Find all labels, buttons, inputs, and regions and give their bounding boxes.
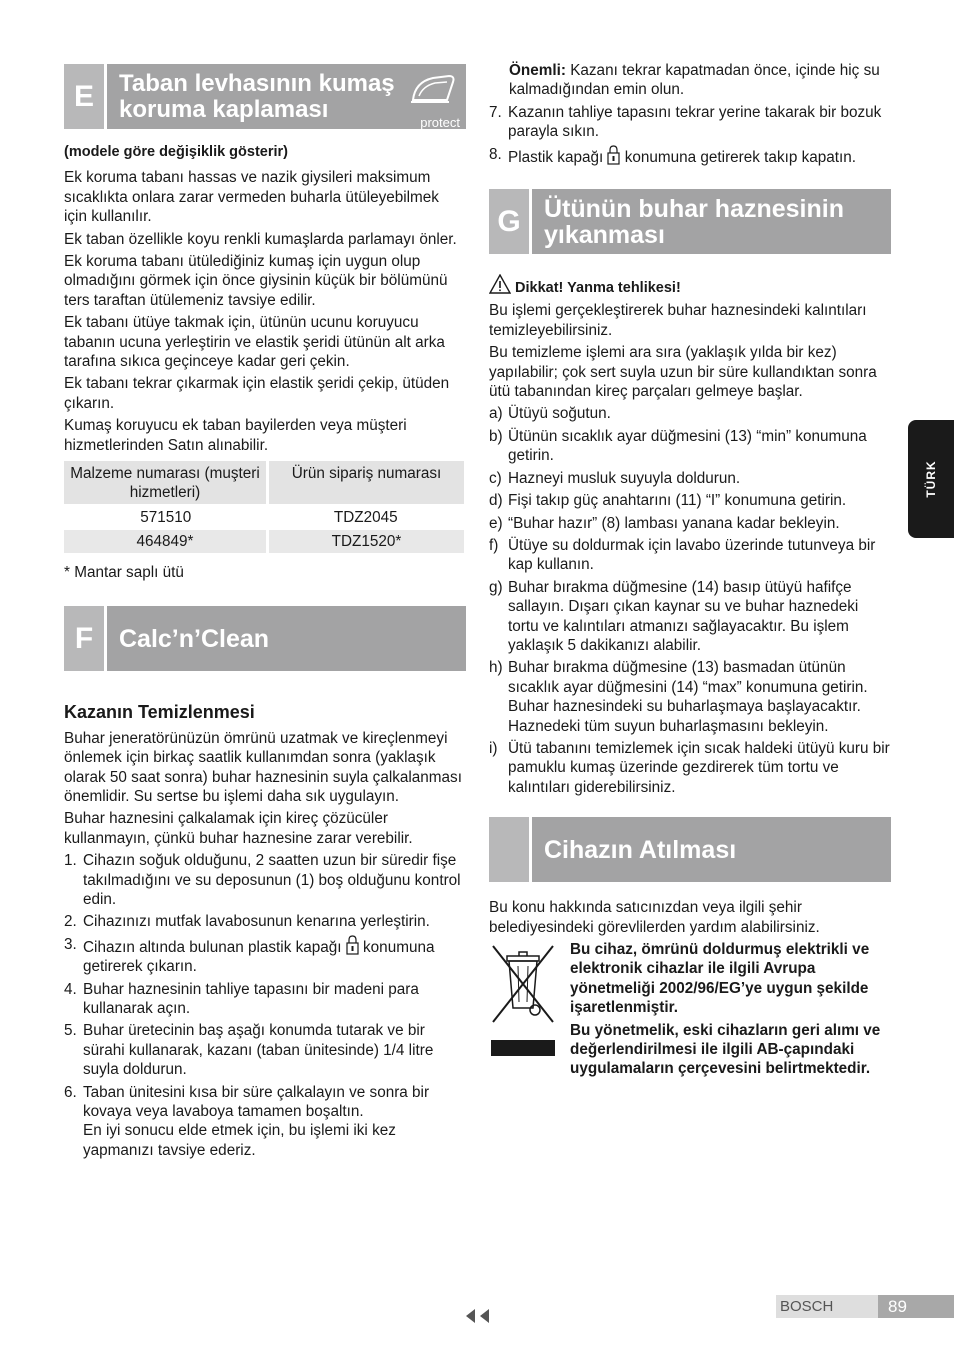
list-item: i) Ütü tabanını temizlemek için sıcak haldeki ütüyü kuru bir pamuklu kumaş üzerinde gezdirerek tüm tortu ve kalıntıları giderebilirsiniz. [489, 739, 890, 796]
section-e-paragraph: Kumaş koruyucu ek taban bayilerden veya müşteri hizmetlerinden Satın alınabilir. [64, 417, 407, 454]
section-disposal-letter-box [489, 817, 532, 882]
list-item: h) Buhar bırakma düğmesine (13) basmadan ütünün sıcaklık ayar düğmesini (14) “max” konumuna getirin. Buhar haznesindeki su buharlaşmaya başlayacaktır. Haznedeki tüm suyun buharlaşmasını bekleyin. [489, 659, 868, 735]
rinse-steps [489, 404, 891, 797]
protect-iron-icon [405, 70, 460, 131]
table-cell: TDZ1520* [268, 530, 465, 553]
section-e-paragraph: Ek taban özellikle koyu renkli kumaşlarda parlamayı önler. [64, 230, 457, 248]
disposal-bold-text: Bu cihaz, ömrünü doldurmuş elektrikli ve elektronik cihazlar ile ilgili Avrupa yönetmeliği 2002/96/EG’ye uygun şekilde işaretlenmiştir. [570, 941, 870, 1017]
protect-label: protect [420, 115, 460, 131]
weee-bin-icon [489, 942, 557, 1058]
section-f-paragraph: Buhar jeneratörünüzün ömrünü uzatmak ve kireçlenmeyi önlemek için birkaç saatlik kullanımdan sonra (yaklaşık olarak 50 saat sonra) buhar haznesinin suyla çalkalanması önemlidir. Su sertse bu işlemi daha sık uygulayın. [64, 729, 462, 805]
list-item: d) Fişi takıp güç anahtarını (11) “I” konumuna getirin. [489, 492, 847, 510]
section-e-title: Taban levhasının kumaş koruma kaplaması [119, 69, 395, 123]
section-e-paragraph: Ek tabanı ütüye takmak için, ütünün ucunu koruyucu tabanın ucuna yerleştirin ve elastik şeridi ütünün alt arka tarafına sıkıca geçinceye kadar geri çekin. [64, 314, 445, 371]
section-f-paragraph: Buhar haznesini çalkalamak için kireç çözücüler kullanmayın, çünkü buhar haznesine zarar verebilir. [64, 810, 413, 847]
list-item: 3. Cihazın altında bulunan plastik kapağı konumuna getirerek çıkarın. [64, 935, 435, 976]
section-f-title: Calc’n’Clean [119, 624, 270, 653]
list-item: f) Ütüye su doldurmak için lavabo üzerinde tutunveya bir kap kullanın. [489, 536, 876, 574]
footer-brand: BOSCH [776, 1295, 878, 1318]
language-tab [908, 420, 954, 538]
list-item: b) Ütünün sıcaklık ayar düğmesini (13) “min” konumuna getirin. [489, 427, 867, 465]
disposal-intro: Bu konu hakkında satıcınızdan veya ilgili şehir belediyesindeki görevlilerden yardım alabilirsiniz. [489, 899, 820, 936]
section-e-header [64, 64, 466, 129]
table-cell: TDZ2045 [333, 509, 398, 527]
section-disposal-header [489, 817, 891, 882]
list-item: c) Hazneyi musluk suyuyla doldurun. [489, 469, 741, 487]
list-item: 6. Taban ünitesini kısa bir süre çalkalayın ve sonra bir kovaya veya lavaboya tamamen boşaltın. En iyi sonucu elde etmek için, bu işlemi iki kez yapmanızı tavsiye ederiz. [64, 1083, 430, 1159]
parts-table [64, 461, 464, 553]
table-header-row [64, 461, 464, 504]
section-e-note: (modele göre değişiklik gösterir) [64, 144, 288, 160]
section-f-subheading: Kazanın Temizlenmesi [64, 702, 255, 723]
section-disposal-title: Cihazın Atılması [544, 835, 737, 864]
section-f-header [64, 606, 466, 671]
section-f-letter: F [64, 606, 107, 671]
left-column [64, 64, 466, 1163]
table-footnote: * Mantar saplı ütü [64, 563, 184, 581]
list-item: 5. Buhar üretecinin baş aşağı konumda tutarak ve bir sürahi kullanarak, kazanı (taban ünitesinde) 1/4 litre suyla doldurun. [64, 1022, 434, 1079]
section-e-paragraph: Ek koruma tabanı ütülediğiniz kumaş için uygun olup olmadığını görmek için önce giysinin küçük bir bölümünü ters taraftan ütülemeniz tavsiye edilir. [64, 253, 448, 309]
section-e-paragraph: Ek koruma tabanı hassas ve nazik giysileri maksimum sıcaklıkta onlara zarar vermeden buharla ütüleyebilmek için kullanılır. [64, 169, 439, 226]
section-e-letter: E [64, 64, 107, 129]
prev-page-arrows-icon[interactable] [464, 1308, 492, 1324]
table-header-order: Ürün sipariş numarası [268, 461, 465, 504]
section-g-letter: G [489, 189, 532, 254]
list-item: 7. Kazanın tahliye tapasını tekrar yerine takarak bir bozuk parayla sıkın. [489, 103, 882, 141]
list-item: 2. Cihazınızı mutfak lavabosunun kenarına yerleştirin. [64, 913, 430, 931]
section-g-header [489, 189, 891, 254]
table-cell: 464849* [64, 530, 268, 553]
disposal-bold-text: Bu yönetmelik, eski cihazların geri alımı ve değerlendirilmesi ile ilgili AB-çapındaki uygulamaların çerçevesini belirtmektedir. [570, 1021, 881, 1078]
weee-bar [491, 1040, 555, 1056]
disposal-block [489, 940, 891, 1079]
list-item: 4. Buhar haznesinin tahliye tapasını bir madeni para kullanarak açın. [64, 980, 419, 1017]
list-item: 8. Plastik kapağı konumuna getirerek takıp kapatın. [489, 145, 857, 166]
page-number: 89 [878, 1295, 954, 1318]
warning-icon [489, 274, 511, 294]
list-item: a) Ütüyü soğutun. [489, 405, 611, 423]
lock-icon [346, 935, 359, 955]
burn-warning: Dikkat! Yanma tehlikesi! [489, 274, 891, 298]
list-item: g) Buhar bırakma düğmesine (14) basıp ütüyü hafifçe sallayın. Dışarı çıkan kaynar su ve buhar haznedeki tortu ve kalıntıları atmanızı sağlayacaktır. Bu işlem yaklaşık 5 dakikanızı alabilir. [489, 578, 859, 654]
important-note: Önemli: Kazanı tekrar kapatmadan önce, içinde hiç su kalmadığından emin olun. [509, 62, 880, 99]
language-tab-label: TÜRK [924, 460, 938, 498]
section-e-paragraph: Ek tabanı tekrar çıkarmak için elastik şeridi çekip, ütüden çıkarın. [64, 375, 450, 412]
table-cell: 571510 [140, 509, 192, 527]
section-g-title: Ütünün buhar haznesinin yıkanması [544, 194, 844, 249]
table-row [64, 504, 464, 529]
section-g-paragraph: Bu işlemi gerçekleştirerek buhar haznesindeki kalıntıları temizleyebilirsiniz. [489, 302, 867, 339]
table-row [64, 530, 464, 553]
list-item: 1. Cihazın soğuk olduğunu, 2 saatten uzun bir süredir fişe takılmadığını ve su deposunun (1) boş olduğunu kontrol edin. [64, 852, 461, 908]
lock-icon [607, 145, 620, 165]
table-header-material: Malzeme numarası (muşteri hizmetleri) [64, 461, 268, 504]
list-item: e) “Buhar hazır” (8) lambası yanana kadar bekleyin. [489, 514, 840, 532]
section-g-paragraph: Bu temizleme işlemi ara sıra (yaklaşık yılda bir kez) yapılabilir; çok sert suyla uzun bir süre kullandıktan sonra ütü tabanından kireç parçaları gelmeye başlar. [489, 344, 877, 401]
right-column [489, 61, 891, 1082]
calc-clean-steps [64, 851, 466, 1160]
